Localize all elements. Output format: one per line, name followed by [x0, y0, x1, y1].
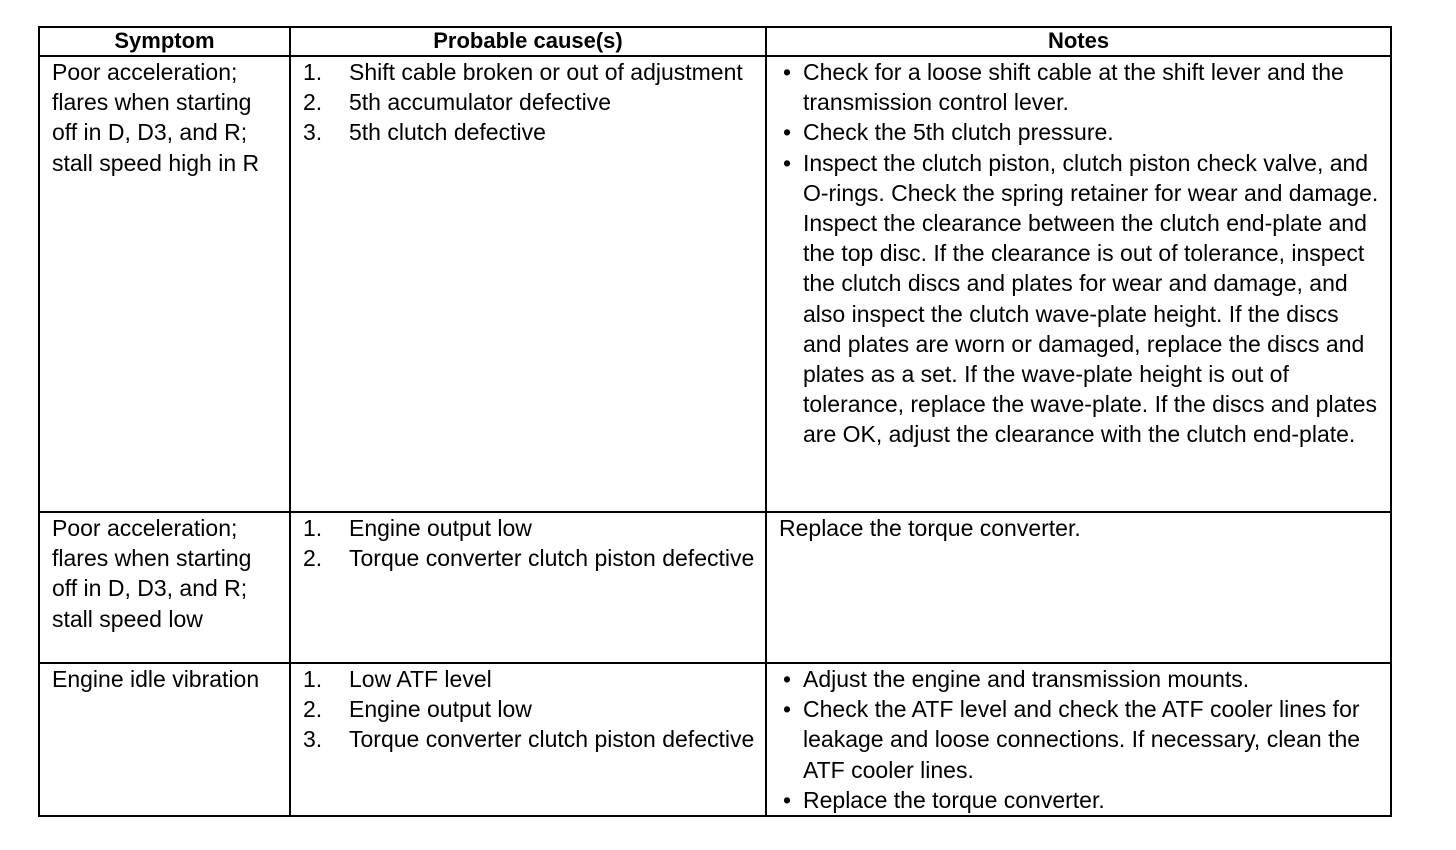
cause-item [303, 724, 755, 754]
cause-number: 1. [303, 59, 323, 85]
note-text: Check the ATF level and check the ATF cooler lines for leakage and loose connections. If necessary, clean the ATF cooler lines. [803, 696, 1361, 783]
bullet-icon: • [783, 696, 792, 723]
cause-list [303, 57, 755, 148]
symptom-header: Symptom [39, 27, 290, 56]
causes-cell [290, 512, 766, 663]
cause-item [303, 117, 755, 147]
notes-cell [766, 663, 1391, 816]
note-list [779, 664, 1380, 815]
bullet-icon: • [783, 666, 792, 692]
note-item [779, 117, 1380, 147]
cause-text: Low ATF level [349, 666, 492, 692]
causes-header: Probable cause(s) [290, 27, 766, 56]
cause-item [303, 87, 755, 117]
notes-cell [766, 56, 1391, 512]
bullet-icon: • [783, 119, 792, 146]
symptom-cell: Poor acceleration; flares when starting off in D, D3, and R; stall speed high in R [39, 56, 290, 512]
bullet-icon: • [783, 786, 792, 813]
note-item [779, 57, 1380, 117]
cause-number: 2. [303, 89, 323, 116]
cause-number: 3. [303, 726, 323, 753]
causes-cell [290, 663, 766, 816]
symptom-cell: Engine idle vibration [39, 663, 290, 816]
cause-item [303, 694, 755, 724]
note-list [779, 57, 1380, 450]
cause-number: 1. [303, 515, 323, 541]
note-text: Adjust the engine and transmission mounts. [803, 666, 1250, 692]
cause-list [303, 513, 755, 573]
bullet-icon: • [783, 149, 792, 176]
cause-text: Engine output low [349, 515, 532, 541]
note-item [779, 148, 1380, 450]
cause-item [303, 664, 755, 694]
table-row [39, 512, 1391, 663]
cause-text: Engine output low [349, 696, 532, 723]
cause-item [303, 57, 755, 87]
note-text: Replace the torque converter. [803, 786, 1105, 813]
cause-text: 5th clutch defective [349, 119, 546, 146]
note-item [779, 664, 1380, 694]
note-text: Inspect the clutch piston, clutch piston check valve, and O-rings. Check the spring retainer for wear and damage. Inspect the clearance between the clutch end-plate and the top disc. If the clearance is out of tolerance, inspect the clutch discs and plates for wear and damage, and also inspect the clutch wave-plate height. If the discs and plates are worn or damaged, replace the discs and plates as a set. If the wave-plate height is out of tolerance, replace the wave-plate. If the discs and plates are OK, adjust the clearance with the clutch end-plate. [803, 149, 1379, 448]
note-item [779, 694, 1380, 785]
cause-text: 5th accumulator defective [349, 89, 612, 116]
symptom-cell: Poor acceleration; flares when starting off in D, D3, and R; stall speed low [39, 512, 290, 663]
notes-header: Notes [766, 27, 1391, 56]
note-item [779, 785, 1380, 815]
cause-list [303, 664, 755, 755]
cause-number: 1. [303, 666, 323, 692]
causes-cell [290, 56, 766, 512]
cause-item [303, 543, 755, 573]
cause-number: 2. [303, 696, 323, 723]
cause-text: Torque converter clutch piston defective [349, 545, 755, 572]
table-row [39, 663, 1391, 816]
cause-number: 2. [303, 545, 323, 572]
notes-cell: Replace the torque converter. [766, 512, 1391, 663]
note-text: Check the 5th clutch pressure. [803, 119, 1114, 146]
cause-text: Shift cable broken or out of adjustment [349, 59, 743, 85]
header-row [39, 27, 1391, 56]
cause-item [303, 513, 755, 543]
cause-number: 3. [303, 119, 323, 146]
cause-text: Torque converter clutch piston defective [349, 726, 755, 753]
bullet-icon: • [783, 59, 792, 85]
troubleshooting-table [38, 26, 1392, 817]
table-row [39, 56, 1391, 512]
note-text: Check for a loose shift cable at the shift lever and the transmission control lever. [803, 59, 1344, 116]
